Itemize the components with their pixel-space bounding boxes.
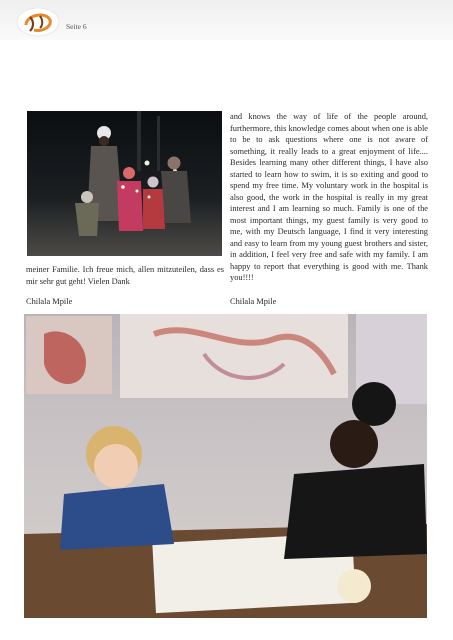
header-band xyxy=(0,0,453,40)
left-caption: meiner Familie. Ich freue mich, allen mitzuteilen, dass es mir sehr gut geht! Vielen Dank xyxy=(26,265,224,286)
photo-family-night-walk xyxy=(27,111,222,256)
page-number: Seite 6 xyxy=(66,22,87,31)
right-body-text: and knows the way of life of the people around, furthermore, this knowledge comes about when one is able to be to ask questions where one is not aware of something, it really leads to a great enjoyment of life.... Besides learning many other different things, I have also started to learn how to swim, it is so exiting and good to spend my free time. My voluntary work in the hospital is also good, the work in the hospital is really in my great interest and I am learning so much. Family is one of the most important things, my guest family is very good to me, with my Deutsch language, I find it very interesting and easy to learn from my young guest brothers and sister, in addition, I feel very free and safe with my family. I am happy to report that everything is good with me. Thank you!!!! xyxy=(230,112,428,282)
left-signature: Chilala Mpile xyxy=(26,297,73,306)
organization-logo xyxy=(16,7,60,37)
photo-coloring-together xyxy=(24,314,427,618)
right-signature: Chilala Mpile xyxy=(230,297,277,306)
